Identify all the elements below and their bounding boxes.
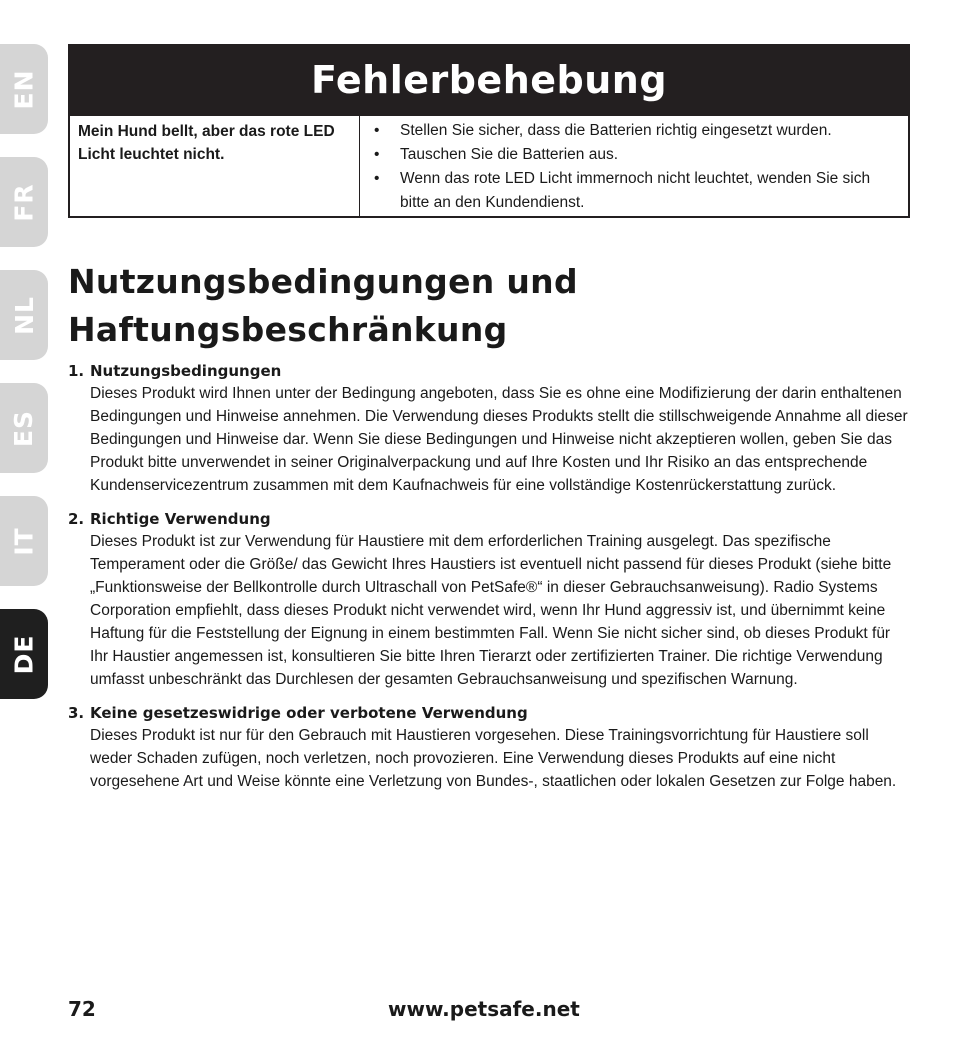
language-tab-en[interactable]	[0, 44, 48, 134]
section-body: Dieses Produkt ist zur Verwendung für Haustiere mit dem erforderlichen Training ausgelegt. Das spezifische Temperament oder die Größe/ das Gewicht Ihres Haustiers ist eventuell nicht passend für dieses Produkt (siehe bitte „Funktionsweise der Bellkontrolle durch Ultraschall von PetSafe®“ in dieser Gebrauchsanweisung). Radio Systems Corporation empfiehlt, dass dieses Produkt nicht verwendet wird, wenn Ihr Hund aggressiv ist, und übernimmt keine Haftung für die Feststellung der Eignung in einem bestimmten Fall. Wenn Sie nicht sicher sind, ob dieses Produkt für Ihr Haustier angemessen ist, konsultieren Sie bitte Ihren Tierarzt oder zertifizierten Trainer. Die richtige Verwendung umfasst unbeschränkt das Durchlesen der gesamten Gebrauchsanweisung und spezifischen Warnung.	[90, 533, 892, 688]
language-tab-label: DE	[9, 634, 39, 674]
troubleshooting-header	[68, 44, 910, 116]
troubleshooting-table	[68, 116, 910, 218]
terms-title-line1: Nutzungsbedingungen und	[68, 262, 578, 301]
footer-url[interactable]: www.petsafe.net	[388, 997, 580, 1021]
solution-item: • Tauschen Sie die Batterien aus.	[400, 143, 898, 167]
language-tab-label: FR	[9, 182, 39, 222]
language-tab-nl[interactable]	[0, 270, 48, 360]
language-tab-it[interactable]	[0, 496, 48, 586]
solution-item: • Stellen Sie sicher, dass die Batterien richtig eingesetzt wurden.	[400, 119, 898, 143]
terms-section-1	[68, 360, 910, 497]
language-tab-de[interactable]	[0, 609, 48, 699]
language-tab-label: IT	[9, 526, 39, 556]
language-tab-label: ES	[9, 409, 39, 447]
section-body: Dieses Produkt ist nur für den Gebrauch mit Haustieren vorgesehen. Diese Trainingsvorrichtung für Haustiere soll weder Schaden zufügen, noch verletzen, noch provozieren. Eine Verwendung dieses Produkts auf eine nicht vorgesehene Art und Weise könnte eine Verletzung von Bundes-, staatlichen oder lokalen Gesetzen zur Folge haben.	[90, 727, 897, 790]
page-content	[68, 44, 910, 793]
section-heading-text: Nutzungsbedingungen	[90, 362, 282, 380]
troubleshooting-title: Fehlerbehebung	[310, 58, 668, 102]
terms-section-2	[68, 508, 910, 691]
language-tab-es[interactable]	[0, 383, 48, 473]
terms-title-line2: Haftungsbeschränkung	[68, 310, 508, 349]
page-number: 72	[68, 997, 96, 1021]
section-heading-text: Richtige Verwendung	[90, 510, 271, 528]
section-heading	[68, 702, 910, 724]
solution-item: • Wenn das rote LED Licht immernoch nicht leuchtet, wenden Sie sich bitte an den Kundendienst.	[400, 167, 898, 215]
terms-title	[68, 258, 910, 354]
troubleshooting-problem: Mein Hund bellt, aber das rote LED Licht leuchtet nicht.	[70, 116, 360, 216]
section-heading-text: Keine gesetzeswidrige oder verbotene Verwendung	[90, 704, 528, 722]
language-tab-label: NL	[9, 295, 39, 335]
language-tab-label: EN	[9, 68, 39, 110]
section-number: 1.	[68, 362, 85, 380]
troubleshooting-solutions	[360, 116, 908, 216]
section-body: Dieses Produkt wird Ihnen unter der Bedingung angeboten, dass Sie es ohne eine Modifizierung der darin enthaltenen Bedingungen und Hinweise annehmen. Die Verwendung dieses Produkts stellt die stillschweigende Annahme all dieser Bedingungen und Hinweise dar. Wenn Sie diese Bedingungen und Hinweise nicht akzeptieren wollen, geben Sie das Produkt bitte unverwendet in seiner Originalverpackung und auf Ihre Kosten und Ihr Risiko an das entsprechende Kundenservicezentrum zusammen mit dem Kaufnachweis für eine vollständige Kostenrückerstattung zurück.	[90, 385, 908, 494]
section-heading	[68, 508, 910, 530]
section-number: 2.	[68, 510, 85, 528]
terms-section-3	[68, 702, 910, 793]
section-heading	[68, 360, 910, 382]
section-number: 3.	[68, 704, 85, 722]
language-tab-fr[interactable]	[0, 157, 48, 247]
